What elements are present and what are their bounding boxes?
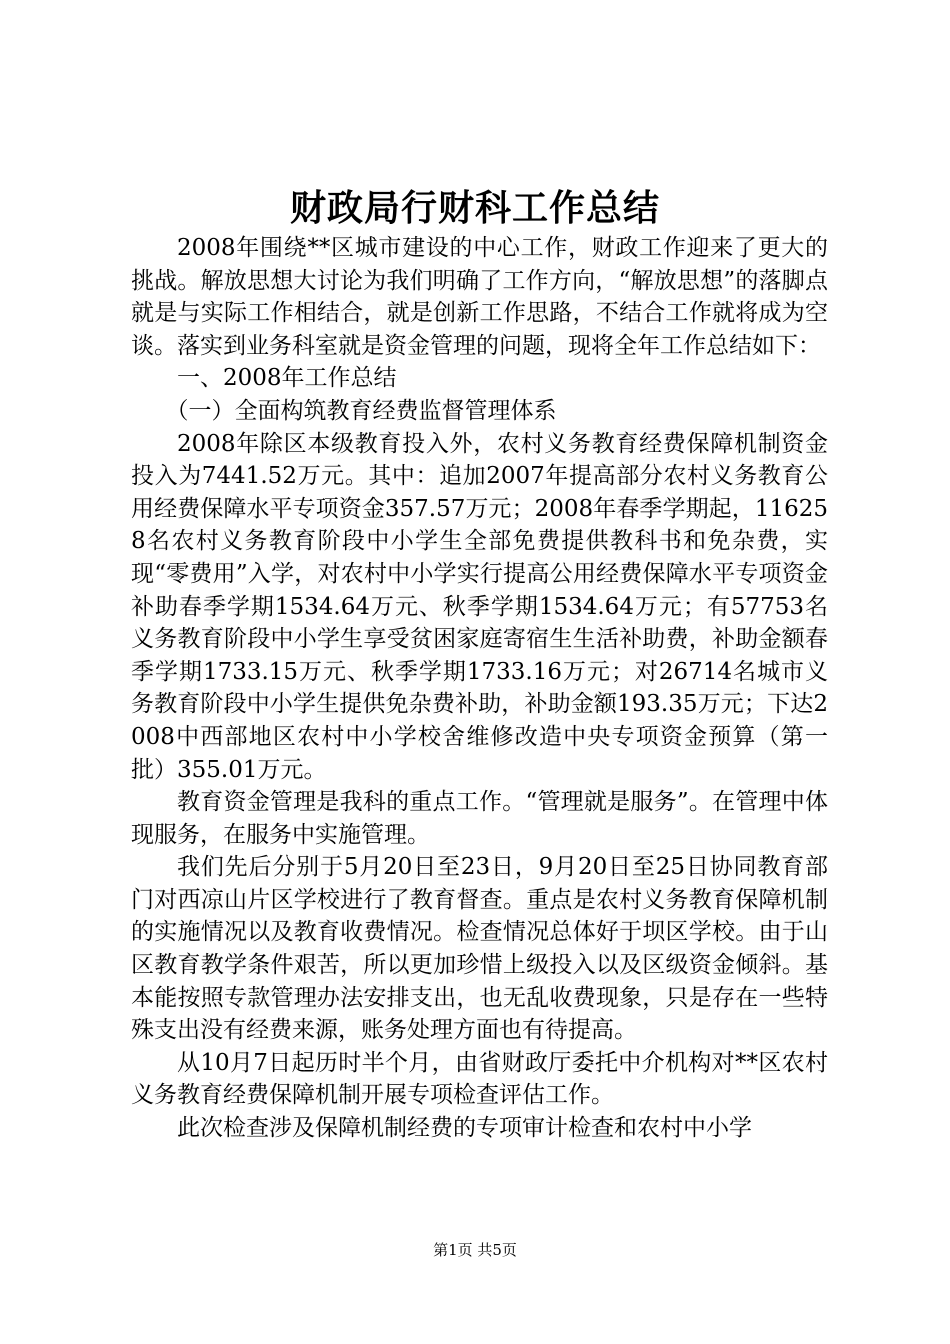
page-footer: 第1页 共5页 bbox=[433, 1241, 517, 1259]
paragraph-intro: 2008年围绕**区城市建设的中心工作，财政工作迎来了更大的挑战。解放思想大讨论为我们明确了工作方向，“解放思想”的落脚点就是与实际工作相结合，就是创新工作思路，不结合工作就将成为空谈。落实到业务科室就是资金管理的问题，现将全年工作总结如下： bbox=[131, 235, 828, 359]
paragraph-funding: 2008年除区本级教育投入外，农村义务教育经费保障机制资金投入为7441.52万元。其中：追加2007年提高部分农村义务教育公用经费保障水平专项资金357.57万元；2008年春季学期起，116258名农村义务教育阶段中小学生全部免费提供教科书和免杂费，实现“零费用”入学，对农村中小学实行提高公用经费保障水平专项资金补助春季学期1534.64万元、秋季学期1534.64万元；有57753名义务教育阶段中小学生享受贫困家庭寄宿生生活补助费，补助金额春季学期1733.15万元、秋季学期1733.16万元；对26714名城市义务教育阶段中小学生提供免杂费补助，补助金额193.35万元；下达2008中西部地区农村中小学校舍维修改造中央专项资金预算（第一批）355.01万元。 bbox=[131, 430, 828, 783]
document-body bbox=[131, 232, 828, 1145]
paragraph-management: 教育资金管理是我科的重点工作。“管理就是服务”。在管理中体现服务，在服务中实施管理。 bbox=[131, 789, 828, 848]
section-heading: 一、2008年工作总结 bbox=[177, 365, 397, 392]
paragraph-inspection: 我们先后分别于5月20日至23日，9月20日至25日协同教育部门对西凉山片区学校进行了教育督查。重点是农村义务教育保障机制的实施情况以及教育收费情况。检查情况总体好于坝区学校。由于山区教育教学条件艰苦，所以更加珍惜上级投入以及区级资金倾斜。基本能按照专款管理办法安排支出，也无乱收费现象，只是存在一些特殊支出没有经费来源，账务处理方面也有待提高。 bbox=[131, 854, 828, 1044]
paragraph-evaluation: 从10月7日起历时半个月，由省财政厅委托中介机构对**区农村义务教育经费保障机制开展专项检查评估工作。 bbox=[131, 1049, 828, 1109]
subsection-heading: （一）全面构筑教育经费监督管理体系 bbox=[165, 397, 557, 424]
document-title: 财政局行财科工作总结 bbox=[289, 187, 660, 229]
paragraph-audit: 此次检查涉及保障机制经费的专项审计检查和农村中小学 bbox=[177, 1115, 752, 1142]
